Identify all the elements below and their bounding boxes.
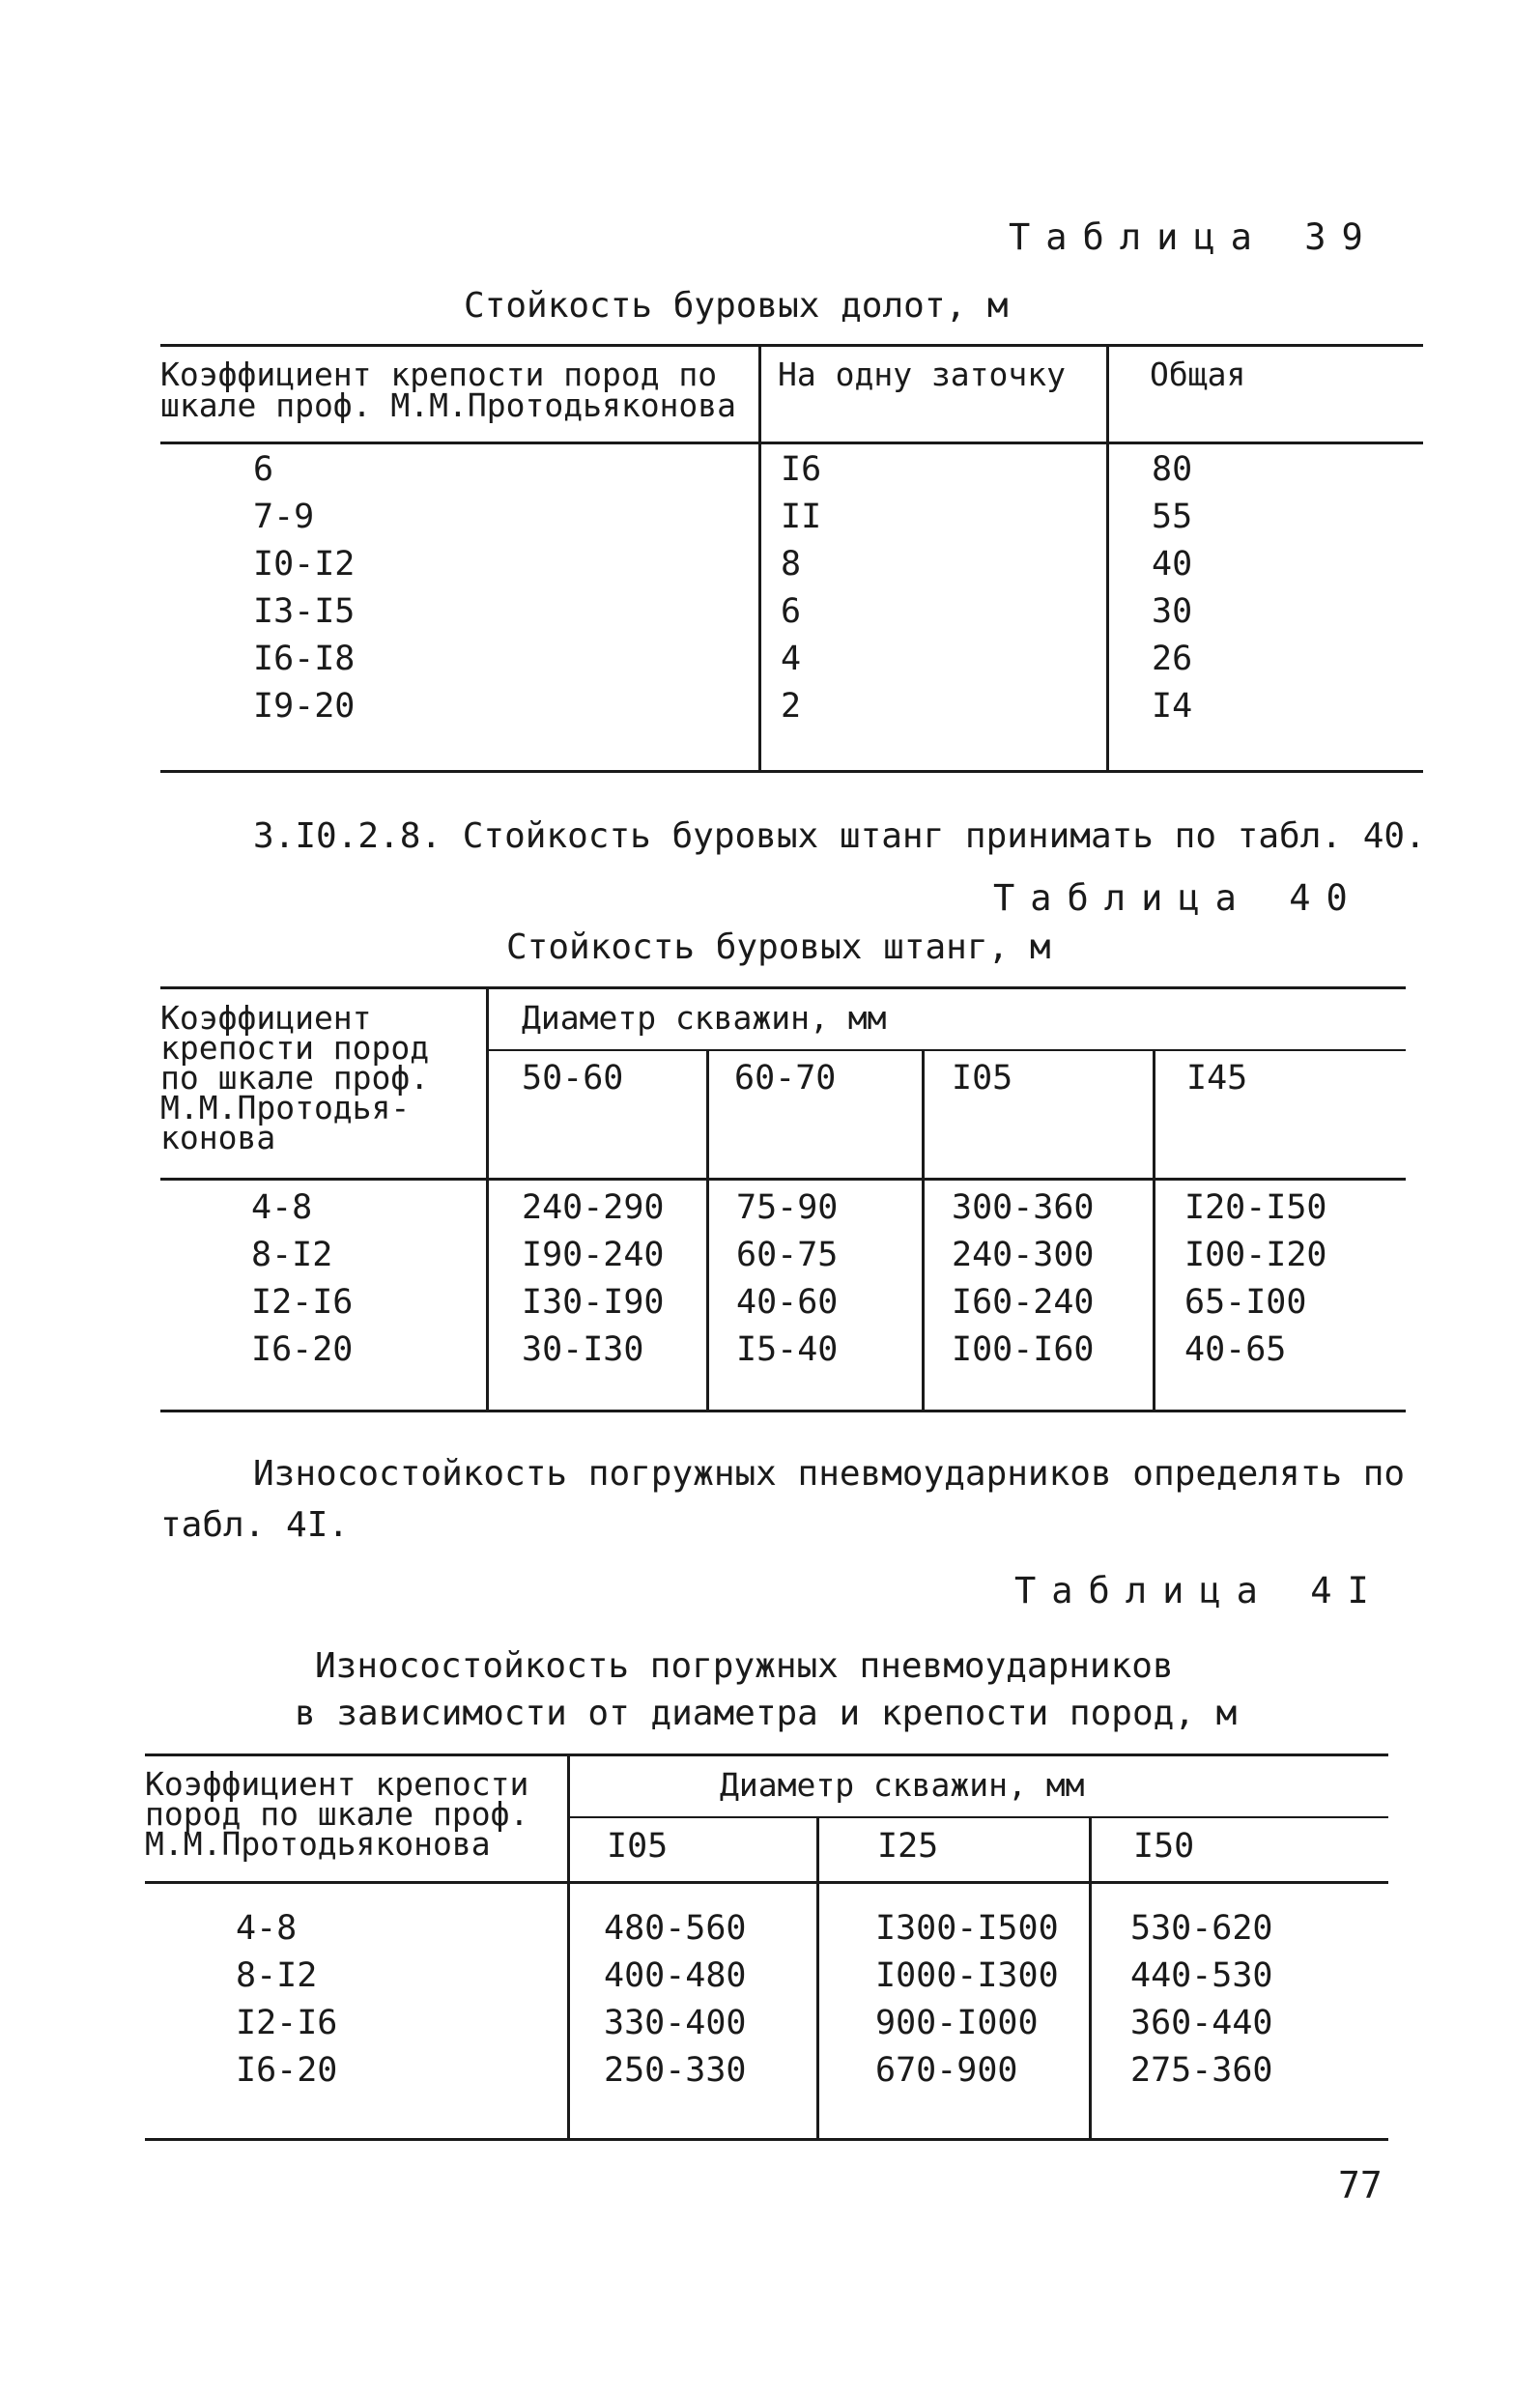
table-40-cell: I60-240 bbox=[952, 1283, 1095, 1322]
table-39-col-total bbox=[1152, 446, 1192, 730]
table-40-cell: I2-I6 bbox=[251, 1283, 354, 1322]
table-41-header-diameter-150: I50 bbox=[1133, 1827, 1195, 1866]
table-40-cell: 4-8 bbox=[251, 1188, 313, 1227]
table-41-cell: 360-440 bbox=[1130, 2004, 1273, 2042]
table-41-title-line2: в зависимости от диаметра и крепости пород, м bbox=[295, 1694, 1238, 1733]
table-39-header-total: Общая bbox=[1150, 356, 1246, 393]
table-39-cell: 2 bbox=[781, 687, 802, 726]
table-41-caption: Таблица 4I bbox=[1014, 1570, 1384, 1611]
table-39-cell: 6 bbox=[781, 592, 802, 631]
table-39-col-coefficient bbox=[253, 446, 355, 730]
table-41-cell: 530-620 bbox=[1130, 1909, 1273, 1948]
table-40-cell: I6-20 bbox=[251, 1330, 354, 1369]
table-39-cell: 6 bbox=[253, 450, 274, 489]
table-41-cell: 250-330 bbox=[604, 2051, 747, 2090]
table-39-cell: 40 bbox=[1152, 545, 1193, 584]
table-40-cell: 30-I30 bbox=[522, 1330, 644, 1369]
table-40-cell: I5-40 bbox=[736, 1330, 839, 1369]
table-41-cell: I300-I500 bbox=[875, 1909, 1059, 1948]
table-40-header-diameter-105: I05 bbox=[952, 1059, 1013, 1098]
table-41-cell: I2-I6 bbox=[236, 2004, 338, 2042]
table-41-header-diameter-125: I25 bbox=[877, 1827, 939, 1866]
table-40-cell: I00-I60 bbox=[952, 1330, 1095, 1369]
table-41-cell: 400-480 bbox=[604, 1956, 747, 1995]
table-39-cell: 8 bbox=[781, 545, 802, 584]
table-39-col-per-sharpening bbox=[781, 446, 821, 730]
table-39-cell: I4 bbox=[1152, 687, 1193, 726]
table-40-cell: I30-I90 bbox=[522, 1283, 665, 1322]
table-41-cell: 480-560 bbox=[604, 1909, 747, 1948]
table-41-header-rule bbox=[145, 1881, 1388, 1884]
table-41-col-divider-2 bbox=[816, 1816, 819, 2141]
table-40-col-145 bbox=[1184, 1184, 1327, 1374]
table-39-cell: 26 bbox=[1152, 640, 1193, 678]
table-40-header-diameter-145: I45 bbox=[1186, 1059, 1248, 1098]
table-40-header-coefficient: Коэффициент крепости пород по шкале проф. М.М.Протодья- конова bbox=[160, 999, 430, 1156]
table-39-header-coefficient-line2: шкале проф. М.М.Протодьяконова bbox=[160, 386, 737, 424]
table-40-cell: I20-I50 bbox=[1184, 1188, 1327, 1227]
table-40-header-diameter-50-60: 50-60 bbox=[522, 1059, 624, 1098]
table-40-cell: I00-I20 bbox=[1184, 1236, 1327, 1274]
table-40-cell: 300-360 bbox=[952, 1188, 1095, 1227]
table-39-cell: I0-I2 bbox=[253, 545, 356, 584]
table-41-top-rule bbox=[145, 1753, 1388, 1756]
table-39-cell: I6-I8 bbox=[253, 640, 356, 678]
table-40-caption: Таблица 40 bbox=[993, 877, 1363, 919]
table-40-cell: 75-90 bbox=[736, 1188, 839, 1227]
table-40-header-diameter-60-70: 60-70 bbox=[734, 1059, 837, 1098]
table-40-header-diameter-group: Диаметр скважин, мм bbox=[522, 999, 887, 1037]
table-41-col-125 bbox=[875, 1905, 1059, 2095]
table-39-cell: 55 bbox=[1152, 498, 1193, 536]
table-39-cell: I6 bbox=[781, 450, 822, 489]
table-40-cell: I90-240 bbox=[522, 1236, 665, 1274]
table-39-top-rule bbox=[160, 344, 1423, 347]
table-41-header-coefficient: Коэффициент крепости пород по шкале проф. М.М.Протодьяконова bbox=[145, 1765, 529, 1863]
table-41-cell: 8-I2 bbox=[236, 1956, 318, 1995]
table-40-col-divider-1 bbox=[486, 986, 489, 1412]
table-40-col-divider-3 bbox=[922, 1049, 925, 1412]
table-41-bottom-rule bbox=[145, 2138, 1388, 2141]
table-39-bottom-rule bbox=[160, 770, 1423, 773]
table-40-col-divider-4 bbox=[1153, 1049, 1155, 1412]
table-40-col-105 bbox=[952, 1184, 1095, 1374]
paragraph-3-10-2-8: 3.I0.2.8. Стойкость буровых штанг принимать по табл. 40. bbox=[253, 816, 1426, 856]
table-41-cell: 4-8 bbox=[236, 1909, 298, 1948]
table-40-cell: 240-290 bbox=[522, 1188, 665, 1227]
table-41-cell: 670-900 bbox=[875, 2051, 1018, 2090]
table-39-col-divider-1 bbox=[758, 344, 761, 773]
table-40-bottom-rule bbox=[160, 1410, 1406, 1412]
table-41-cell: I6-20 bbox=[236, 2051, 338, 2090]
table-40-group-rule bbox=[488, 1049, 1406, 1051]
table-41-cell: I000-I300 bbox=[875, 1956, 1059, 1995]
paragraph-wear-line1: Износостойкость погружных пневмоударников определять по bbox=[253, 1454, 1406, 1494]
table-39-cell: 4 bbox=[781, 640, 802, 678]
table-41-title-line1: Износостойкость погружных пневмоударников bbox=[315, 1646, 1174, 1686]
table-39-cell: 7-9 bbox=[253, 498, 315, 536]
table-41-cell: 275-360 bbox=[1130, 2051, 1273, 2090]
table-39-header-coefficient-line1: Коэффициент крепости пород по bbox=[160, 356, 718, 393]
table-40-header-rule bbox=[160, 1178, 1406, 1181]
table-40-cell: 40-65 bbox=[1184, 1330, 1287, 1369]
table-41-col-divider-3 bbox=[1089, 1816, 1092, 2141]
table-40-col-50-60 bbox=[522, 1184, 665, 1374]
table-39-cell: 80 bbox=[1152, 450, 1193, 489]
table-41-col-coefficient bbox=[236, 1905, 337, 2095]
table-41-col-105 bbox=[604, 1905, 747, 2095]
table-41-group-rule bbox=[570, 1816, 1388, 1818]
table-41-header-diameter-group: Диаметр скважин, мм bbox=[720, 1766, 1085, 1804]
table-40-cell: 240-300 bbox=[952, 1236, 1095, 1274]
table-40-title: Стойкость буровых штанг, м bbox=[506, 927, 1051, 967]
table-40-cell: 65-I00 bbox=[1184, 1283, 1307, 1322]
table-39-title: Стойкость буровых долот, м bbox=[464, 286, 1009, 326]
table-40-col-divider-2 bbox=[706, 1049, 709, 1412]
table-41-header-diameter-105: I05 bbox=[607, 1827, 669, 1866]
table-40-col-60-70 bbox=[736, 1184, 838, 1374]
table-40-cell: 40-60 bbox=[736, 1283, 839, 1322]
paragraph-wear-line2: табл. 4I. bbox=[160, 1505, 350, 1545]
table-41-cell: 330-400 bbox=[604, 2004, 747, 2042]
table-41-cell: 440-530 bbox=[1130, 1956, 1273, 1995]
table-39-cell: 30 bbox=[1152, 592, 1193, 631]
table-39-cell: I9-20 bbox=[253, 687, 356, 726]
table-40-col-coefficient bbox=[251, 1184, 353, 1374]
table-39-cell: II bbox=[781, 498, 822, 536]
table-39-cell: I3-I5 bbox=[253, 592, 356, 631]
table-40-cell: 60-75 bbox=[736, 1236, 839, 1274]
table-40-top-rule bbox=[160, 986, 1406, 989]
table-41-cell: 900-I000 bbox=[875, 2004, 1039, 2042]
table-39-caption: Таблица 39 bbox=[1009, 216, 1379, 258]
page-number: 77 bbox=[1338, 2164, 1383, 2207]
table-39-header-per-sharpening: На одну заточку bbox=[778, 356, 1067, 393]
table-41-col-divider-1 bbox=[567, 1753, 570, 2141]
table-39-header-rule bbox=[160, 442, 1423, 444]
table-40-cell: 8-I2 bbox=[251, 1236, 333, 1274]
table-41-col-150 bbox=[1130, 1905, 1273, 2095]
table-39-col-divider-2 bbox=[1106, 344, 1109, 773]
